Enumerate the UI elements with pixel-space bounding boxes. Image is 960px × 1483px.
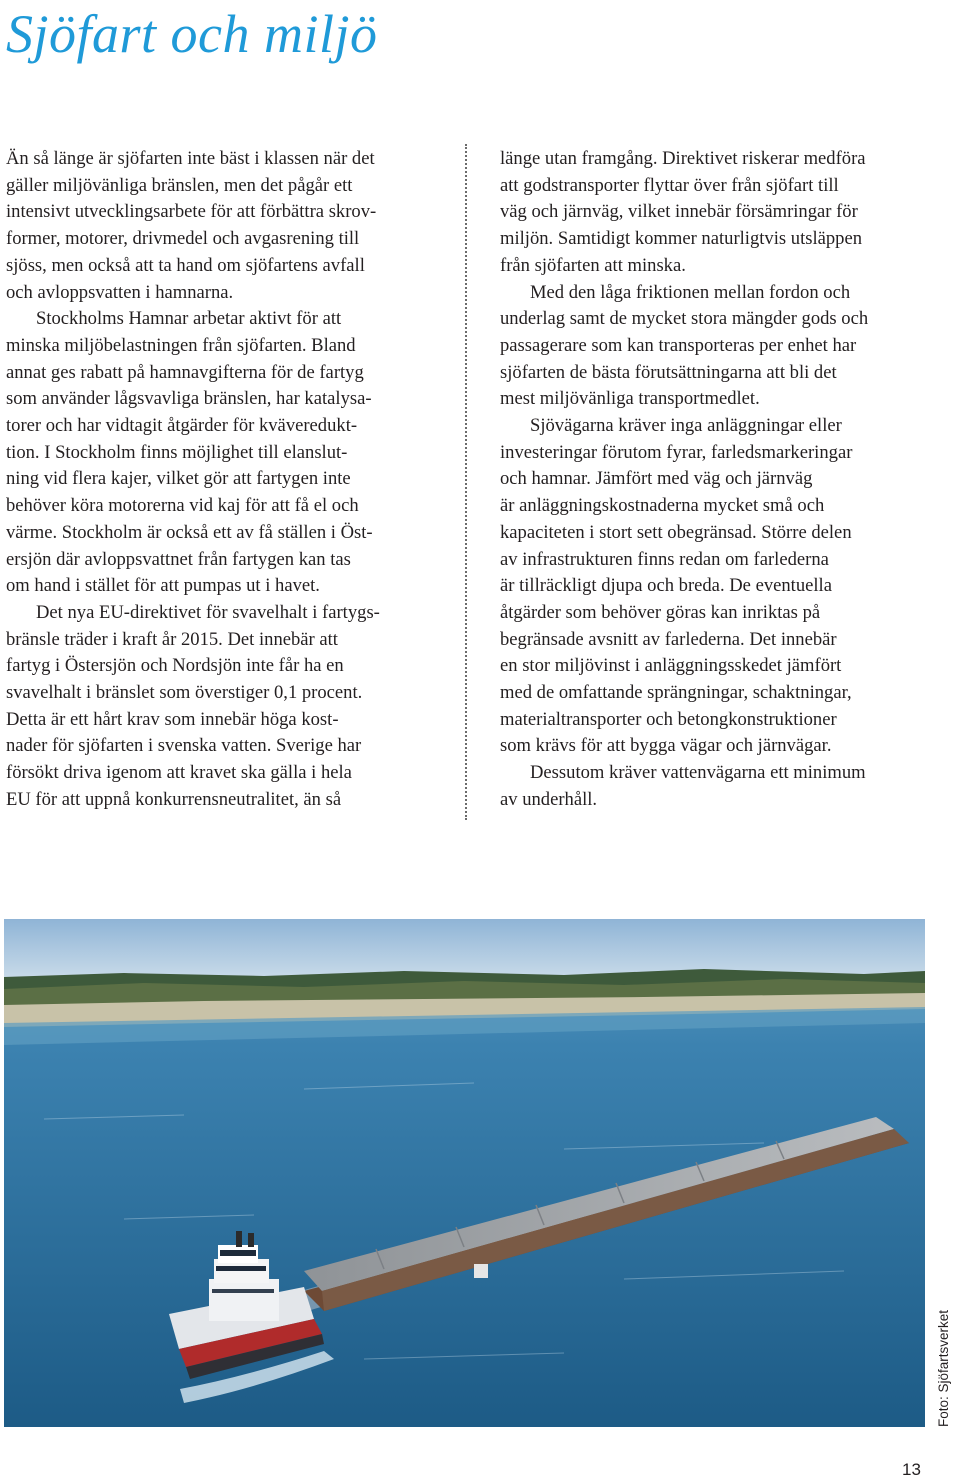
text-line: är tillräckligt djupa och breda. De eventuella <box>500 575 832 597</box>
text-line: tion. I Stockholm finns möjlighet till elanslut- <box>6 441 348 463</box>
text-line: med de omfattande sprängningar, schaktningar, <box>500 682 852 704</box>
text-line: från sjöfarten att minska. <box>500 254 686 276</box>
text-line: miljön. Samtidigt kommer naturligtvis utsläppen <box>500 228 863 250</box>
text-line: annat ges rabatt på hamnavgifterna för de fartyg <box>6 361 364 383</box>
text-line: är anläggningskostnaderna mycket små och <box>500 495 825 517</box>
text-line: och avloppsvatten i hamnarna. <box>6 281 234 303</box>
text-line: åtgärder som behöver göras kan inriktas på <box>500 601 821 623</box>
text-line: som använder lågsvavliga bränslen, har katalysa- <box>6 388 372 410</box>
text-line: underlag samt de mycket stora mängder gods och <box>500 308 869 330</box>
text-line: väg och järnväg, vilket innebär försämringar för <box>500 201 858 223</box>
right-text-column <box>500 146 940 814</box>
text-line: torer och har vidtagit åtgärder för kväveredukt- <box>6 415 358 437</box>
text-line: Sjövägarna kräver inga anläggningar eller <box>530 415 842 437</box>
text-line: om hand i stället för att pumpas ut i havet. <box>6 575 320 597</box>
text-line: fartyg i Östersjön och Nordsjön inte får ha en <box>6 655 344 677</box>
text-line: gäller miljövänliga bränslen, men det pågår ett <box>6 174 353 196</box>
text-line: begränsade avsnitt av farlederna. Det innebär <box>500 628 837 650</box>
text-line: investeringar förutom fyrar, farledsmarkeringar <box>500 441 853 463</box>
text-line: försökt driva igenom att kravet ska gälla i hela <box>6 762 352 784</box>
text-line: passagerare som kan transporteras per enhet har <box>500 334 857 356</box>
text-line: former, motorer, drivmedel och avgasrening till <box>6 228 360 250</box>
text-line: som krävs för att bygga vägar och järnvägar. <box>500 735 832 757</box>
text-line: svavelhalt i bränslet som överstiger 0,1 procent. <box>6 682 363 704</box>
text-line: nader för sjöfarten i svenska vatten. Sverige har <box>6 735 362 757</box>
text-line: Med den låga friktionen mellan fordon och <box>530 281 851 303</box>
photo-credit: Foto: Sjöfartsverket <box>936 1309 951 1427</box>
text-line: och hamnar. Jämfört med väg och järnväg <box>500 468 813 490</box>
text-line: Det nya EU-direktivet för svavelhalt i fartygs- <box>36 601 380 623</box>
text-line: Dessutom kräver vattenvägarna ett minimum <box>530 762 866 784</box>
text-line: EU för att uppnå konkurrensneutralitet, än så <box>6 788 342 810</box>
text-line: intensivt utvecklingsarbete för att förbättra skrov- <box>6 201 377 223</box>
barge-photo <box>4 919 925 1427</box>
text-line: att godstransporter flyttar över från sjöfart till <box>500 174 839 196</box>
text-line: en stor miljövinst i anläggningsskedet jämfört <box>500 655 842 677</box>
left-text-column <box>6 146 446 814</box>
text-line: bränsle träder i kraft år 2015. Det innebär att <box>6 628 338 650</box>
text-line: Än så länge är sjöfarten inte bäst i klassen när det <box>6 148 375 169</box>
text-line: materialtransporter och betongkonstruktioner <box>500 708 837 730</box>
text-line: kapaciteten i stort sett obegränsad. Större delen <box>500 521 852 543</box>
text-line: ersjön där avloppsvattnet från fartygen kan tas <box>6 548 351 570</box>
text-line: av underhåll. <box>500 788 598 810</box>
text-line: av infrastrukturen finns redan om farlederna <box>500 548 829 570</box>
text-line: mest miljövänliga transportmedlet. <box>500 388 760 410</box>
text-line: ning vid flera kajer, vilket gör att fartygen inte <box>6 468 351 490</box>
text-line: sjöss, men också att ta hand om sjöfartens avfall <box>6 254 365 276</box>
text-line: länge utan framgång. Direktivet riskerar medföra <box>500 148 866 169</box>
text-line: Detta är ett hårt krav som innebär höga kost- <box>6 708 339 730</box>
text-line: minska miljöbelastningen från sjöfarten. Bland <box>6 334 356 356</box>
text-line: värme. Stockholm är också ett av få ställen i Öst- <box>6 521 373 543</box>
page-number: 13 <box>902 1460 921 1479</box>
text-line: Stockholms Hamnar arbetar aktivt för att <box>36 308 342 330</box>
page-title: Sjöfart och miljö <box>6 4 378 64</box>
column-separator <box>465 144 467 820</box>
text-line: behöver köra motorerna vid kaj för att få el och <box>6 495 359 517</box>
text-line: sjöfarten de bästa förutsättningarna att bli det <box>500 361 837 383</box>
